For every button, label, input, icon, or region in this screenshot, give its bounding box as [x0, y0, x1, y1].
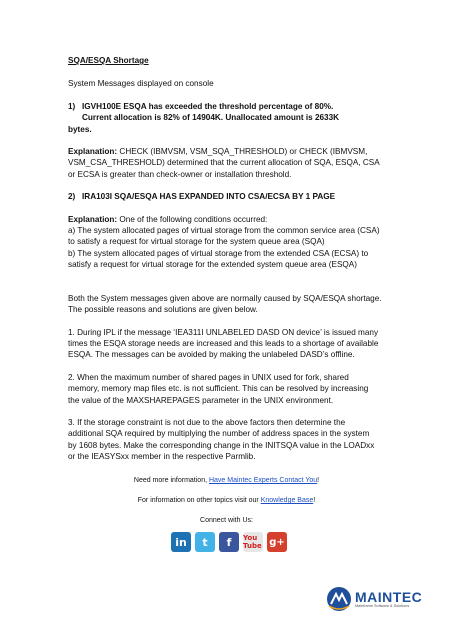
- logo-tagline: Mainframe Software & Solutions: [355, 603, 410, 608]
- knowledge-base-link[interactable]: Knowledge Base: [260, 497, 314, 504]
- maintec-logo: [326, 582, 426, 616]
- contact-experts-link[interactable]: Have Maintec Experts Contact You: [208, 477, 318, 484]
- reason-1-line-3: ESQA. The messages can be avoided by making the unlabeled DASD’s offline.: [68, 350, 355, 360]
- explanation-2-line-1: One of the following conditions occurred:: [117, 214, 268, 224]
- contact-prefix: Need more information,: [133, 477, 209, 484]
- explanation-2-line-3: to satisfy a request for virtual storage for the system queue area (SQA): [68, 237, 325, 247]
- reason-3-line-2: additional SQA required by multiplying the number of address spaces in the system: [68, 429, 370, 439]
- message-1-line-2: Current allocation is 82% of 14904K. Unallocated amount is 2633K: [82, 113, 340, 123]
- intro-text: System Messages displayed on console: [68, 79, 214, 89]
- document-body: [68, 55, 398, 463]
- contact-suffix: !: [317, 477, 320, 484]
- explanation-2-line-5: satisfy a request for virtual storage for the extended system queue area (ESQA): [68, 260, 357, 270]
- reason-3-line-1: 3. If the storage constraint is not due to the above factors then determine the: [68, 417, 346, 427]
- reason-1-line-1: 1. During IPL if the message ‘IEA311I UNLABELED DASD ON device’ is issued many: [68, 327, 379, 337]
- knowledge-prefix: For information on other topics visit our: [137, 497, 261, 504]
- document-title: SQA/ESQA Shortage: [68, 56, 149, 65]
- reason-3-line-4: or the IEASYSxx member in the respective Parmlib.: [68, 452, 256, 462]
- logo-name: MAINTEC: [355, 588, 423, 605]
- reason-1-line-2: times the ESQA storage needs are increased and this leads to a shortage of available: [68, 338, 379, 348]
- message-1-line-3: bytes.: [68, 124, 92, 134]
- message-1: [68, 101, 398, 135]
- explanation-1: [68, 146, 398, 180]
- twitter-icon[interactable]: t: [195, 532, 215, 552]
- linkedin-icon[interactable]: in: [171, 532, 191, 552]
- explanation-2-label: Explanation:: [68, 214, 118, 224]
- contact-line: [0, 476, 453, 485]
- summary-line-1: Both the System messages given above are normally caused by SQA/ESQA shortage.: [68, 293, 382, 303]
- reason-2: [68, 372, 398, 406]
- explanation-1-line-3: or ECSA is greater than check-owner or installation threshold.: [68, 169, 292, 179]
- explanation-1-line-1: CHECK (IBMVSM, VSM_SQA_THRESHOLD) or CHECK (IBMVSM,: [117, 147, 368, 157]
- reason-2-line-2: memory, memory map files etc. is not sufficient. This can be resolved by increasing: [68, 384, 369, 394]
- message-2-line-1: IRA103I SQA/ESQA HAS EXPANDED INTO CSA/ECSA BY 1 PAGE: [82, 192, 336, 202]
- summary: [68, 293, 398, 316]
- maintec-logo-mark-icon: [326, 586, 352, 612]
- footer: [0, 476, 453, 536]
- knowledge-line: [0, 496, 453, 505]
- social-links: [171, 532, 287, 552]
- reason-2-line-3: the value of the MAXSHAREPAGES parameter in the UNIX environment.: [68, 395, 334, 405]
- message-2: [68, 191, 398, 202]
- connect-label: Connect with Us:: [200, 517, 253, 524]
- message-1-line-1: IGVH100E ESQA has exceeded the threshold percentage of 80%.: [82, 101, 334, 111]
- explanation-2: [68, 214, 398, 271]
- explanation-1-label: Explanation:: [68, 147, 118, 157]
- reason-3: [68, 417, 398, 463]
- reason-3-line-3: by 1608 bytes. Make the corresponding change in the INITSQA value in the LOADxx: [68, 440, 375, 450]
- google-plus-icon[interactable]: g+: [267, 532, 287, 552]
- knowledge-suffix: !: [313, 497, 316, 504]
- message-1-number: 1): [68, 101, 76, 111]
- reason-1: [68, 327, 398, 361]
- facebook-icon[interactable]: f: [219, 532, 239, 552]
- summary-line-2: The possible reasons and solutions are given below.: [68, 305, 258, 315]
- explanation-2-line-4: b) The system allocated pages of virtual storage from the extended CSA (ECSA) to: [68, 248, 369, 258]
- reason-2-line-1: 2. When the maximum number of shared pages in UNIX used for fork, shared: [68, 372, 349, 382]
- explanation-1-line-2: VSM_CSA_THRESHOLD) determined that the current allocation of SQA, ESQA, CSA: [68, 158, 380, 168]
- message-2-number: 2): [68, 192, 76, 202]
- explanation-2-line-2: a) The system allocated pages of virtual storage from the common service area (CSA): [68, 226, 380, 236]
- youtube-icon[interactable]: You Tube: [243, 534, 262, 550]
